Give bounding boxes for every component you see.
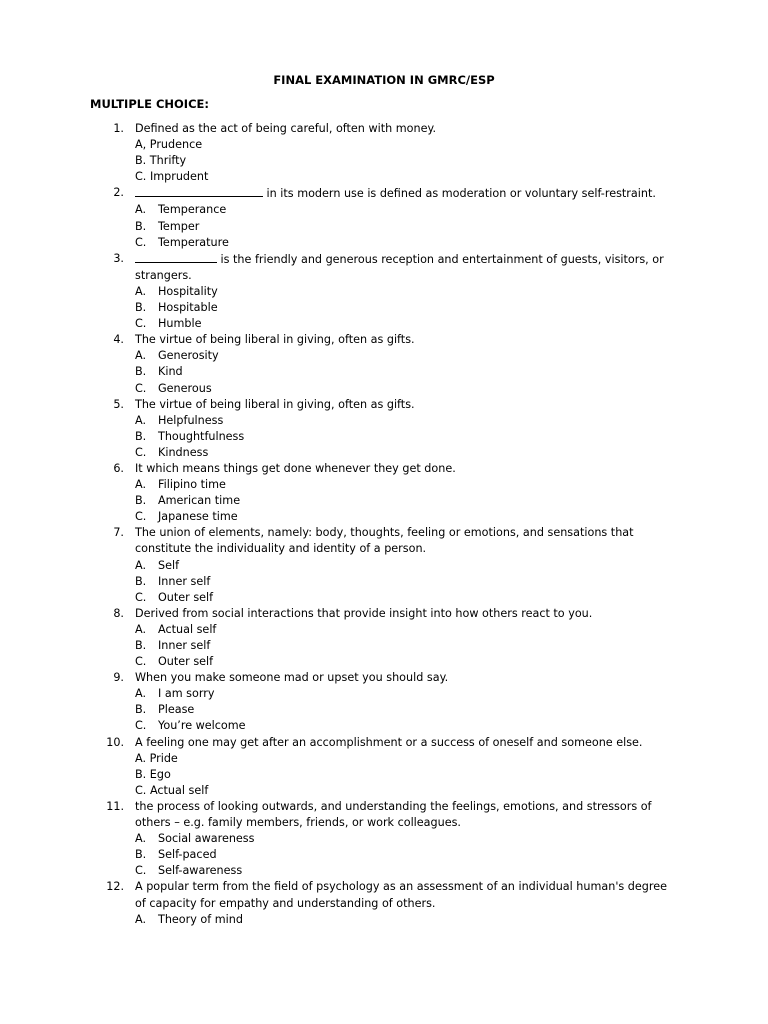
option-text: Self-awareness: [158, 864, 243, 878]
option-text: Inner self: [158, 639, 211, 652]
option-c: [135, 235, 676, 251]
option-text: Please: [158, 703, 195, 717]
option-a: [135, 686, 676, 702]
option-a: [135, 622, 676, 638]
question-2: [0, 185, 768, 250]
option-letter: B.: [135, 639, 147, 652]
option-list: [135, 413, 676, 461]
option-letter: C.: [135, 783, 147, 797]
option-text: Ego: [149, 767, 171, 781]
question-text-after-blank: is the friendly and generous reception and entertainment of guests, visitors, or strangers.: [135, 252, 664, 282]
option-letter: C.: [135, 235, 147, 249]
question-number: 5.: [113, 397, 124, 411]
exam-title: FINAL EXAMINATION IN GMRC/ESP: [273, 73, 495, 87]
option-letter: B.: [135, 574, 147, 588]
option-letter: B.: [135, 154, 147, 168]
option-text: Hospitality: [158, 284, 218, 298]
option-letter: A.: [135, 687, 147, 701]
option-c: [135, 169, 676, 185]
option-text: Pride: [149, 751, 178, 765]
option-b: [135, 638, 676, 654]
option-text: Theory of mind: [158, 912, 243, 926]
question-3: [0, 251, 768, 332]
question-text: A popular term from the field of psychology as an assessment of an individual human's degree of capacity for empathy and understanding of others.: [135, 880, 667, 910]
option-b: [135, 429, 676, 445]
option-text: Prudence: [149, 138, 203, 152]
option-list: [135, 751, 676, 799]
option-text: Actual self: [158, 622, 217, 636]
option-letter: C.: [135, 719, 147, 733]
option-text: Filipino time: [158, 478, 226, 492]
option-letter: A.: [135, 203, 147, 217]
option-letter: B.: [135, 219, 147, 233]
option-text: Temperature: [158, 235, 229, 249]
option-letter: B.: [135, 365, 147, 379]
option-letter: A.: [135, 751, 147, 765]
option-text: Temper: [158, 219, 200, 233]
option-a: [135, 558, 676, 574]
option-list: [135, 284, 676, 332]
option-list: [135, 348, 676, 396]
option-text: Temperance: [158, 203, 227, 217]
option-letter: C.: [135, 590, 147, 604]
option-text: Hospitable: [158, 301, 218, 315]
question-4: [0, 332, 768, 396]
option-a: [135, 284, 676, 300]
option-text: Thrifty: [149, 154, 187, 168]
option-letter: C.: [135, 864, 147, 878]
question-number: 12.: [106, 880, 124, 894]
question-5: [0, 397, 768, 461]
answer-blank: [135, 251, 217, 263]
question-number: 2.: [113, 186, 124, 200]
option-text: Humble: [158, 317, 202, 331]
option-c: [135, 654, 676, 670]
option-letter: A.: [135, 622, 147, 636]
option-letter: A.: [135, 912, 147, 926]
question-text: When you make someone mad or upset you should say.: [135, 671, 449, 685]
option-b: [135, 574, 676, 590]
option-text: Inner self: [158, 574, 211, 588]
option-text: Actual self: [149, 783, 209, 797]
option-text: Japanese time: [158, 510, 238, 524]
option-letter: C.: [135, 170, 147, 184]
option-letter: C.: [135, 317, 147, 331]
question-text: Derived from social interactions that provide insight into how others react to you.: [135, 606, 593, 620]
option-list: [135, 686, 676, 734]
question-text: A feeling one may get after an accomplishment or a success of oneself and someone else.: [135, 735, 643, 749]
option-letter: B.: [135, 848, 147, 862]
option-letter: B.: [135, 429, 147, 443]
option-b: [135, 219, 676, 235]
option-text: Thoughtfulness: [158, 429, 245, 443]
question-number: 10.: [106, 735, 124, 749]
question-9: [0, 670, 768, 734]
option-text: You’re welcome: [158, 719, 246, 733]
option-text: I am sorry: [158, 687, 215, 701]
question-text: [135, 185, 676, 202]
option-letter: A.: [135, 413, 147, 427]
option-list: [135, 912, 676, 928]
option-a: [135, 348, 676, 364]
question-text: [135, 251, 676, 284]
question-6: [0, 461, 768, 525]
option-letter: B.: [135, 703, 147, 717]
option-letter: B.: [135, 301, 147, 315]
option-letter: A.: [135, 284, 147, 298]
option-a: [135, 912, 676, 928]
option-text: Generous: [158, 381, 212, 395]
option-letter: C.: [135, 655, 147, 669]
option-letter: C.: [135, 445, 147, 459]
question-list: [0, 121, 768, 928]
option-b: [135, 300, 676, 316]
section-heading: MULTIPLE CHOICE:: [90, 97, 209, 111]
option-list: [135, 622, 676, 670]
option-text: Outer self: [158, 590, 214, 604]
option-b: [135, 702, 676, 718]
option-letter: A.: [135, 832, 147, 846]
question-number: 9.: [113, 671, 124, 685]
question-12: [0, 879, 768, 927]
option-text: Kindness: [158, 445, 209, 459]
question-11: [0, 799, 768, 879]
option-text: American time: [158, 494, 241, 508]
option-letter: C.: [135, 381, 147, 395]
question-text: It which means things get done whenever they get done.: [135, 461, 456, 475]
question-text-after-blank: in its modern use is defined as moderation or voluntary self-restraint.: [263, 187, 656, 201]
option-list: [135, 202, 676, 250]
option-b: [135, 847, 676, 863]
option-letter: B.: [135, 494, 147, 508]
option-text: Helpfulness: [158, 413, 224, 427]
option-c: [135, 863, 676, 879]
option-text: Self-paced: [158, 848, 217, 862]
option-text: Kind: [158, 365, 183, 379]
option-a: [135, 477, 676, 493]
option-letter: A,: [135, 138, 147, 152]
answer-blank: [135, 185, 263, 197]
question-number: 3.: [113, 251, 124, 265]
option-list: [135, 477, 676, 525]
question-number: 11.: [106, 799, 124, 813]
question-number: 1.: [113, 122, 124, 135]
option-c: [135, 381, 676, 397]
option-c: [135, 509, 676, 525]
option-letter: A.: [135, 478, 147, 492]
question-text: The virtue of being liberal in giving, often as gifts.: [135, 333, 415, 347]
option-c: [135, 783, 676, 799]
option-a: [135, 751, 676, 767]
option-c: [135, 718, 676, 734]
question-7: [0, 525, 768, 605]
question-number: 8.: [113, 606, 124, 620]
question-text: Defined as the act of being careful, often with money.: [135, 122, 437, 135]
question-text: The union of elements, namely: body, thoughts, feeling or emotions, and sensations that constitute the individuality and identity of a person.: [135, 526, 634, 556]
option-letter: C.: [135, 510, 147, 524]
option-text: Social awareness: [158, 832, 255, 846]
question-text: The virtue of being liberal in giving, often as gifts.: [135, 397, 415, 411]
question-text: the process of looking outwards, and understanding the feelings, emotions, and stressors of others – e.g. family members, friends, or work colleagues.: [135, 799, 652, 830]
option-b: [135, 364, 676, 380]
option-a: [135, 202, 676, 218]
question-number: 6.: [113, 461, 124, 475]
option-b: [135, 767, 676, 783]
option-b: [135, 153, 676, 169]
option-a: [135, 831, 676, 847]
question-number: 4.: [113, 333, 124, 347]
question-1: [0, 121, 768, 185]
option-list: [135, 831, 676, 879]
option-a: [135, 413, 676, 429]
question-number: 7.: [113, 526, 124, 540]
option-c: [135, 590, 676, 606]
option-c: [135, 316, 676, 332]
option-text: Self: [158, 558, 180, 572]
option-letter: B.: [135, 767, 147, 781]
question-8: [0, 606, 768, 670]
option-text: Outer self: [158, 655, 214, 669]
option-letter: A.: [135, 558, 147, 572]
option-b: [135, 493, 676, 509]
option-list: [135, 558, 676, 606]
option-text: Generosity: [158, 349, 219, 363]
option-c: [135, 445, 676, 461]
option-text: Imprudent: [149, 170, 209, 184]
option-a: [135, 137, 676, 153]
option-letter: A.: [135, 349, 147, 363]
option-list: [135, 137, 676, 185]
question-10: [0, 735, 768, 799]
